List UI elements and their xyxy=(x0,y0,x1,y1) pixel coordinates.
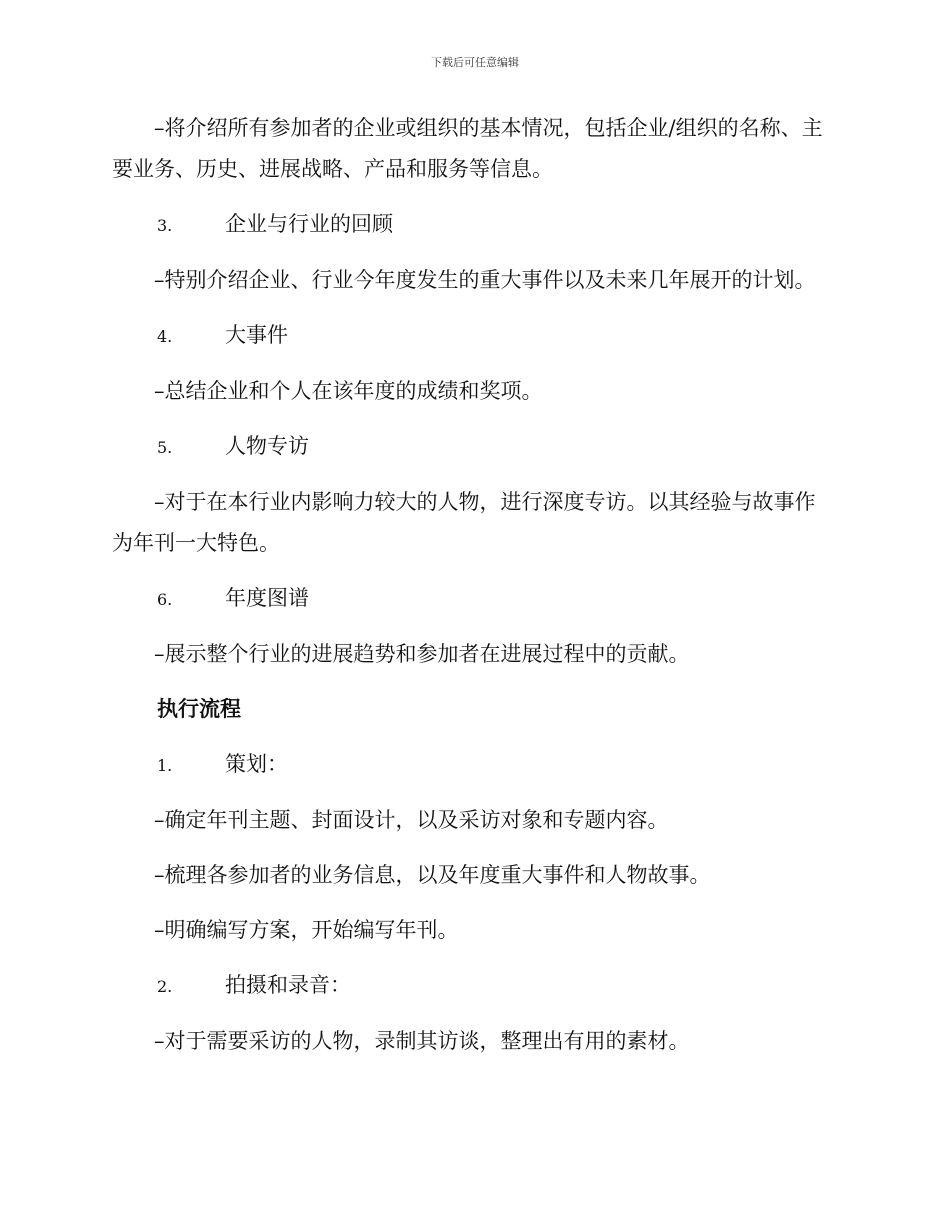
paragraph-filming: –对于需要采访的人物，录制其访谈，整理出有用的素材。 xyxy=(154,1029,690,1053)
list-item-label: 策划： xyxy=(225,752,288,776)
list-item-label: 年度图谱 xyxy=(225,586,309,610)
paragraph-planning-info: –梳理各参加者的业务信息，以及年度重大事件和人物故事。 xyxy=(154,863,711,887)
list-item-planning xyxy=(112,744,832,786)
paragraph-interviews: –对于在本行业内影响力较大的人物，进行深度专访。以其经验与故事作为年刊一大特色。 xyxy=(112,490,816,555)
list-number: 2. xyxy=(157,977,173,996)
paragraph-planning-plan: –明确编写方案，开始编写年刊。 xyxy=(154,918,459,942)
paragraph-major-events: –总结企业和个人在该年度的成绩和奖项。 xyxy=(154,379,543,403)
paragraph-industry-review: –特别介绍企业、行业今年度发生的重大事件以及未来几年展开的计划。 xyxy=(154,268,816,292)
list-item-label: 人物专访 xyxy=(225,434,309,458)
list-number: 4. xyxy=(157,327,173,346)
paragraph-annual-map: –展示整个行业的进展趋势和参加者在进展过程中的贡献。 xyxy=(154,642,690,666)
list-item-label: 企业与行业的回顾 xyxy=(225,212,393,236)
paragraph-participant-intro: –将介绍所有参加者的企业或组织的基本情况，包括企业/组织的名称、主要业务、历史、进展战略、产品和服务等信息。 xyxy=(112,116,823,181)
list-number: 5. xyxy=(157,438,173,457)
list-item-industry-review xyxy=(112,204,832,246)
list-item-label: 拍摄和录音： xyxy=(225,973,351,997)
page-header: 下载后可任意编辑 xyxy=(431,56,519,69)
list-item-major-events xyxy=(112,315,832,357)
document-body xyxy=(112,108,832,1076)
list-item-filming xyxy=(112,965,832,1007)
list-number: 3. xyxy=(157,216,173,235)
section-heading-execution: 执行流程 xyxy=(157,697,241,721)
list-item-annual-map xyxy=(112,578,832,620)
list-item-label: 大事件 xyxy=(225,323,288,347)
paragraph-planning-theme: –确定年刊主题、封面设计，以及采访对象和专题内容。 xyxy=(154,808,669,832)
list-item-interviews xyxy=(112,426,832,468)
list-number: 6. xyxy=(157,590,173,609)
list-number: 1. xyxy=(157,756,173,775)
